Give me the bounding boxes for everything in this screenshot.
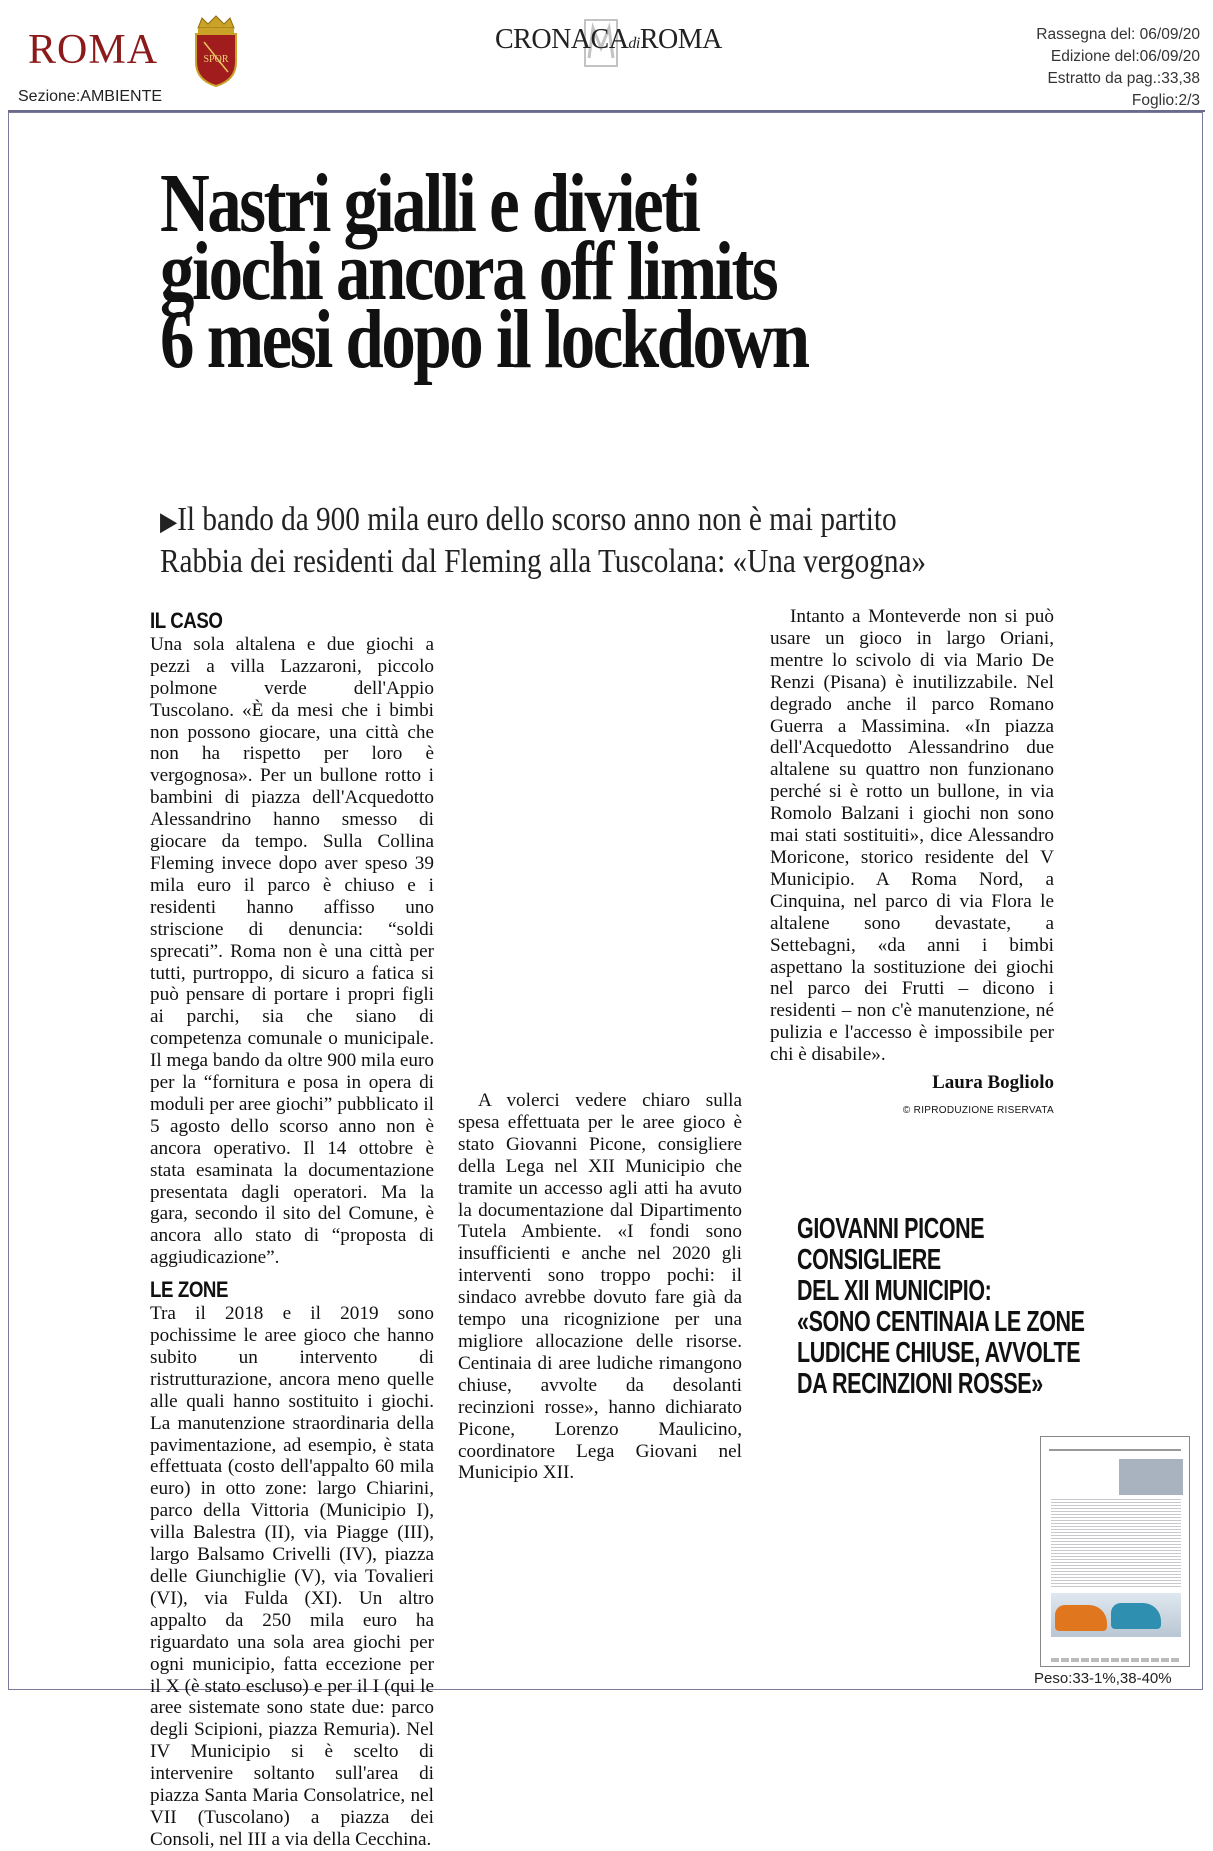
subheadline <box>160 500 1020 582</box>
quote-line-5: LUDICHE CHIUSE, AVVOLTE <box>797 1337 1081 1369</box>
arrow-icon: ▶ <box>160 507 178 536</box>
masthead-cronaca: CRONACA <box>495 24 629 55</box>
quote-line-6: DA RECINZIONI ROSSE» <box>797 1368 1043 1400</box>
section-label: Sezione:AMBIENTE <box>18 88 163 105</box>
paragraph-monteverde: Intanto a Monteverde non si può usare un gioco in largo Oriani, mentre lo scivolo di via Mario De Renzi (Pisana) è inutilizzabile. Nel degrado anche il parco Romano Guerra a Massimina. «In piazza dell'Acquedotto Alessandrino due altalene su quattro non funzionano perché si è rotto un bullone, in via Romolo Balzani i giochi non sono mai stati sostituiti», dice Alessandro Moricone, storico residente del V Municipio. A Roma Nord, a Cinquina, nel parco di via Flora le altalene sono devastate, a Settebagni, «da anni i bimbi aspettano la sostituzione dei giochi nel parco dei Frutti – dicono i residenti – non c'è manutenzione, né pulizia e l'accesso è impossibile per chi è disabile». <box>770 606 1054 1066</box>
edizione-date: Edizione del:06/09/20 <box>1050 48 1200 65</box>
paragraph-il-caso: Una sola altalena e due giochi a pezzi a villa Lazzaroni, piccolo polmone verde dell'Appio Tuscolano. «È da mesi che i bimbi non possono giocare, una città che non ha rispetto per loro è vergognosa». Per un bullone rotto i bambini di piazza dell'Acquedotto Alessandrino hanno smesso di giocare da tempo. Sulla Collina Fleming invece dopo aver speso 39 mila euro il parco è chiuso e i residenti hanno affisso uno striscione di denuncia: “soldi sprecati”. Roma non è una città per tutti, purtroppo, di sicuro a fatica si può pensare di portare i propri figli ai parchi, sia che siano di competenza comunale o municipale. Il mega bando da oltre 900 mila euro per la “fornitura e posa in opera di moduli per aree giochi” pubblicato il 5 agosto dello scorso anno non è ancora operativo. Il 14 ottobre è stata esaminata la documentazione presentata dagli operatori. Ma la gara, secondo il sito del Comune, è ancora allo stato di “proposta di aggiudicazione”. <box>150 633 434 1269</box>
page-thumbnail <box>1040 1436 1190 1667</box>
svg-text:SPQR: SPQR <box>203 54 229 65</box>
thumb-photo <box>1119 1459 1183 1495</box>
pull-quote <box>797 1213 1085 1400</box>
headline-line-3: 6 mesi dopo il lockdown <box>160 293 808 386</box>
article-column-3 <box>770 606 1054 1122</box>
masthead-di: di <box>628 35 640 52</box>
masthead-roma: ROMA <box>639 24 722 55</box>
subhead-line-1: Il bando da 900 mila euro dello scorso anno non è mai partito <box>177 501 897 538</box>
rassegna-date: Rassegna del: 06/09/20 <box>1036 26 1200 43</box>
kicker-il-caso: IL CASO <box>150 608 223 633</box>
thumb-text-lines <box>1051 1497 1181 1589</box>
kicker-le-zone: LE ZONE <box>150 1277 229 1303</box>
weight-label: Peso:33-1%,38-40% <box>1034 1670 1172 1687</box>
roma-logo: ROMA <box>28 27 159 73</box>
quote-line-1: GIOVANNI PICONE <box>797 1213 985 1245</box>
article-column-1: IL CASO Una sola altalena e due giochi a pezzi a villa Lazzaroni, piccolo polmone verde dell'Appio Tuscolano. «È da mesi che i bimbi non possono giocare, una città che non ha rispetto per loro è vergognosa». Per un bullone rotto i bambini di piazza dell'Acquedotto Alessandrino hanno smesso di giocare da tempo. Sulla Collina Fleming invece dopo aver speso 39 mila euro il parco è chiuso e i residenti hanno affisso uno striscione di denuncia: “soldi sprecati”. Roma non è una città per tutti, purtroppo, di sicuro a fatica si può pensare di portare i propri figli ai parchi, sia che siano di competenza comunale o municipale. Il mega bando da oltre 900 mila euro per la “fornitura e posa in opera di moduli per aree giochi” pubblicato il 5 agosto dello scorso anno non è ancora operativo. Il 14 ottobre è stata esaminata la documentazione presentata dagli operatori. Ma la gara, secondo il sito del Comune, è ancora allo stato di “proposta di aggiudicazione”. LE ZONE Tra il 2018 e il 2019 sono pochissime le aree gioco che hanno subito un intervento di ristrutturazione, ancora meno quelle alle quali hanno sostituito i giochi. La manutenzione straordinaria della pavimentazione, ad esempio, è stata effettuata (costo dell'appalto 60 mila euro) in otto zone: largo Chiarini, parco della Vittoria (Municipio I), villa Balestra (II), via Piagge (III), largo Balsamo Crivelli (IV), piazza delle Giunchiglie (V), via Tovalieri (VI), via Fulda (XI). Un altro appalto da 250 mila euro ha riguardato una sola area giochi per ogni municipio, fatta eccezione per il X (è stato escluso) e per il I (qui le aree sistemate sono state due: parco degli Scipioni, piazza Remuria). Nel IV Municipio si è scelto di intervenire soltanto sull'area di piazza Santa Maria Consolatrice, nel VII (Tuscolano) a piazza dei Consoli, nel III a via della Cecchina. <box>150 608 434 1850</box>
roma-crest-icon <box>190 14 242 88</box>
headline-line-1: Nastri gialli e divieti <box>160 157 699 250</box>
quote-line-4: «SONO CENTINAIA LE ZONE <box>797 1306 1085 1338</box>
subhead-line-2: Rabbia dei residenti dal Fleming alla Tuscolana: «Una vergogna» <box>160 543 927 580</box>
estratto-pages: Estratto da pag.:33,38 <box>1047 70 1200 87</box>
masthead <box>495 22 735 72</box>
headline <box>160 157 980 386</box>
quote-line-2: CONSIGLIERE <box>797 1244 941 1276</box>
thumb-footer <box>1051 1658 1181 1662</box>
thumb-car-orange <box>1055 1605 1107 1631</box>
paragraph-picone: A volerci vedere chiaro sulla spesa effettuata per le aree gioco è stato Giovanni Picone, consigliere della Lega nel XII Municipio che tramite un accesso agli atti ha avuto la documentazione dal Dipartimento Tutela Ambiente. «I fondi sono insufficienti e anche nel 2020 gli interventi sono troppo pochi: il sindaco avrebbe dovuto fare già da tempo una ricognizione per una migliore allocazione delle risorse. Centinaia di aree ludiche rimangono chiuse, avvolte da desolanti recinzioni rosse», hanno dichiarato Picone, Lorenzo Maulicino, coordinatore Lega Giovani nel Municipio XII. <box>458 1090 742 1484</box>
headline-line-2: giochi ancora off limits <box>160 225 777 318</box>
foglio-number: Foglio:2/3 <box>1131 92 1200 109</box>
copyright: © RIPRODUZIONE RISERVATA <box>902 1104 1054 1116</box>
press-metadata <box>1036 24 1200 112</box>
thumb-rule <box>1049 1449 1181 1451</box>
thumb-car-blue <box>1111 1603 1161 1629</box>
article-column-2 <box>458 606 742 1484</box>
quote-line-3: DEL XII MUNICIPIO: <box>797 1275 992 1307</box>
byline: Laura Bogliolo <box>932 1072 1054 1094</box>
